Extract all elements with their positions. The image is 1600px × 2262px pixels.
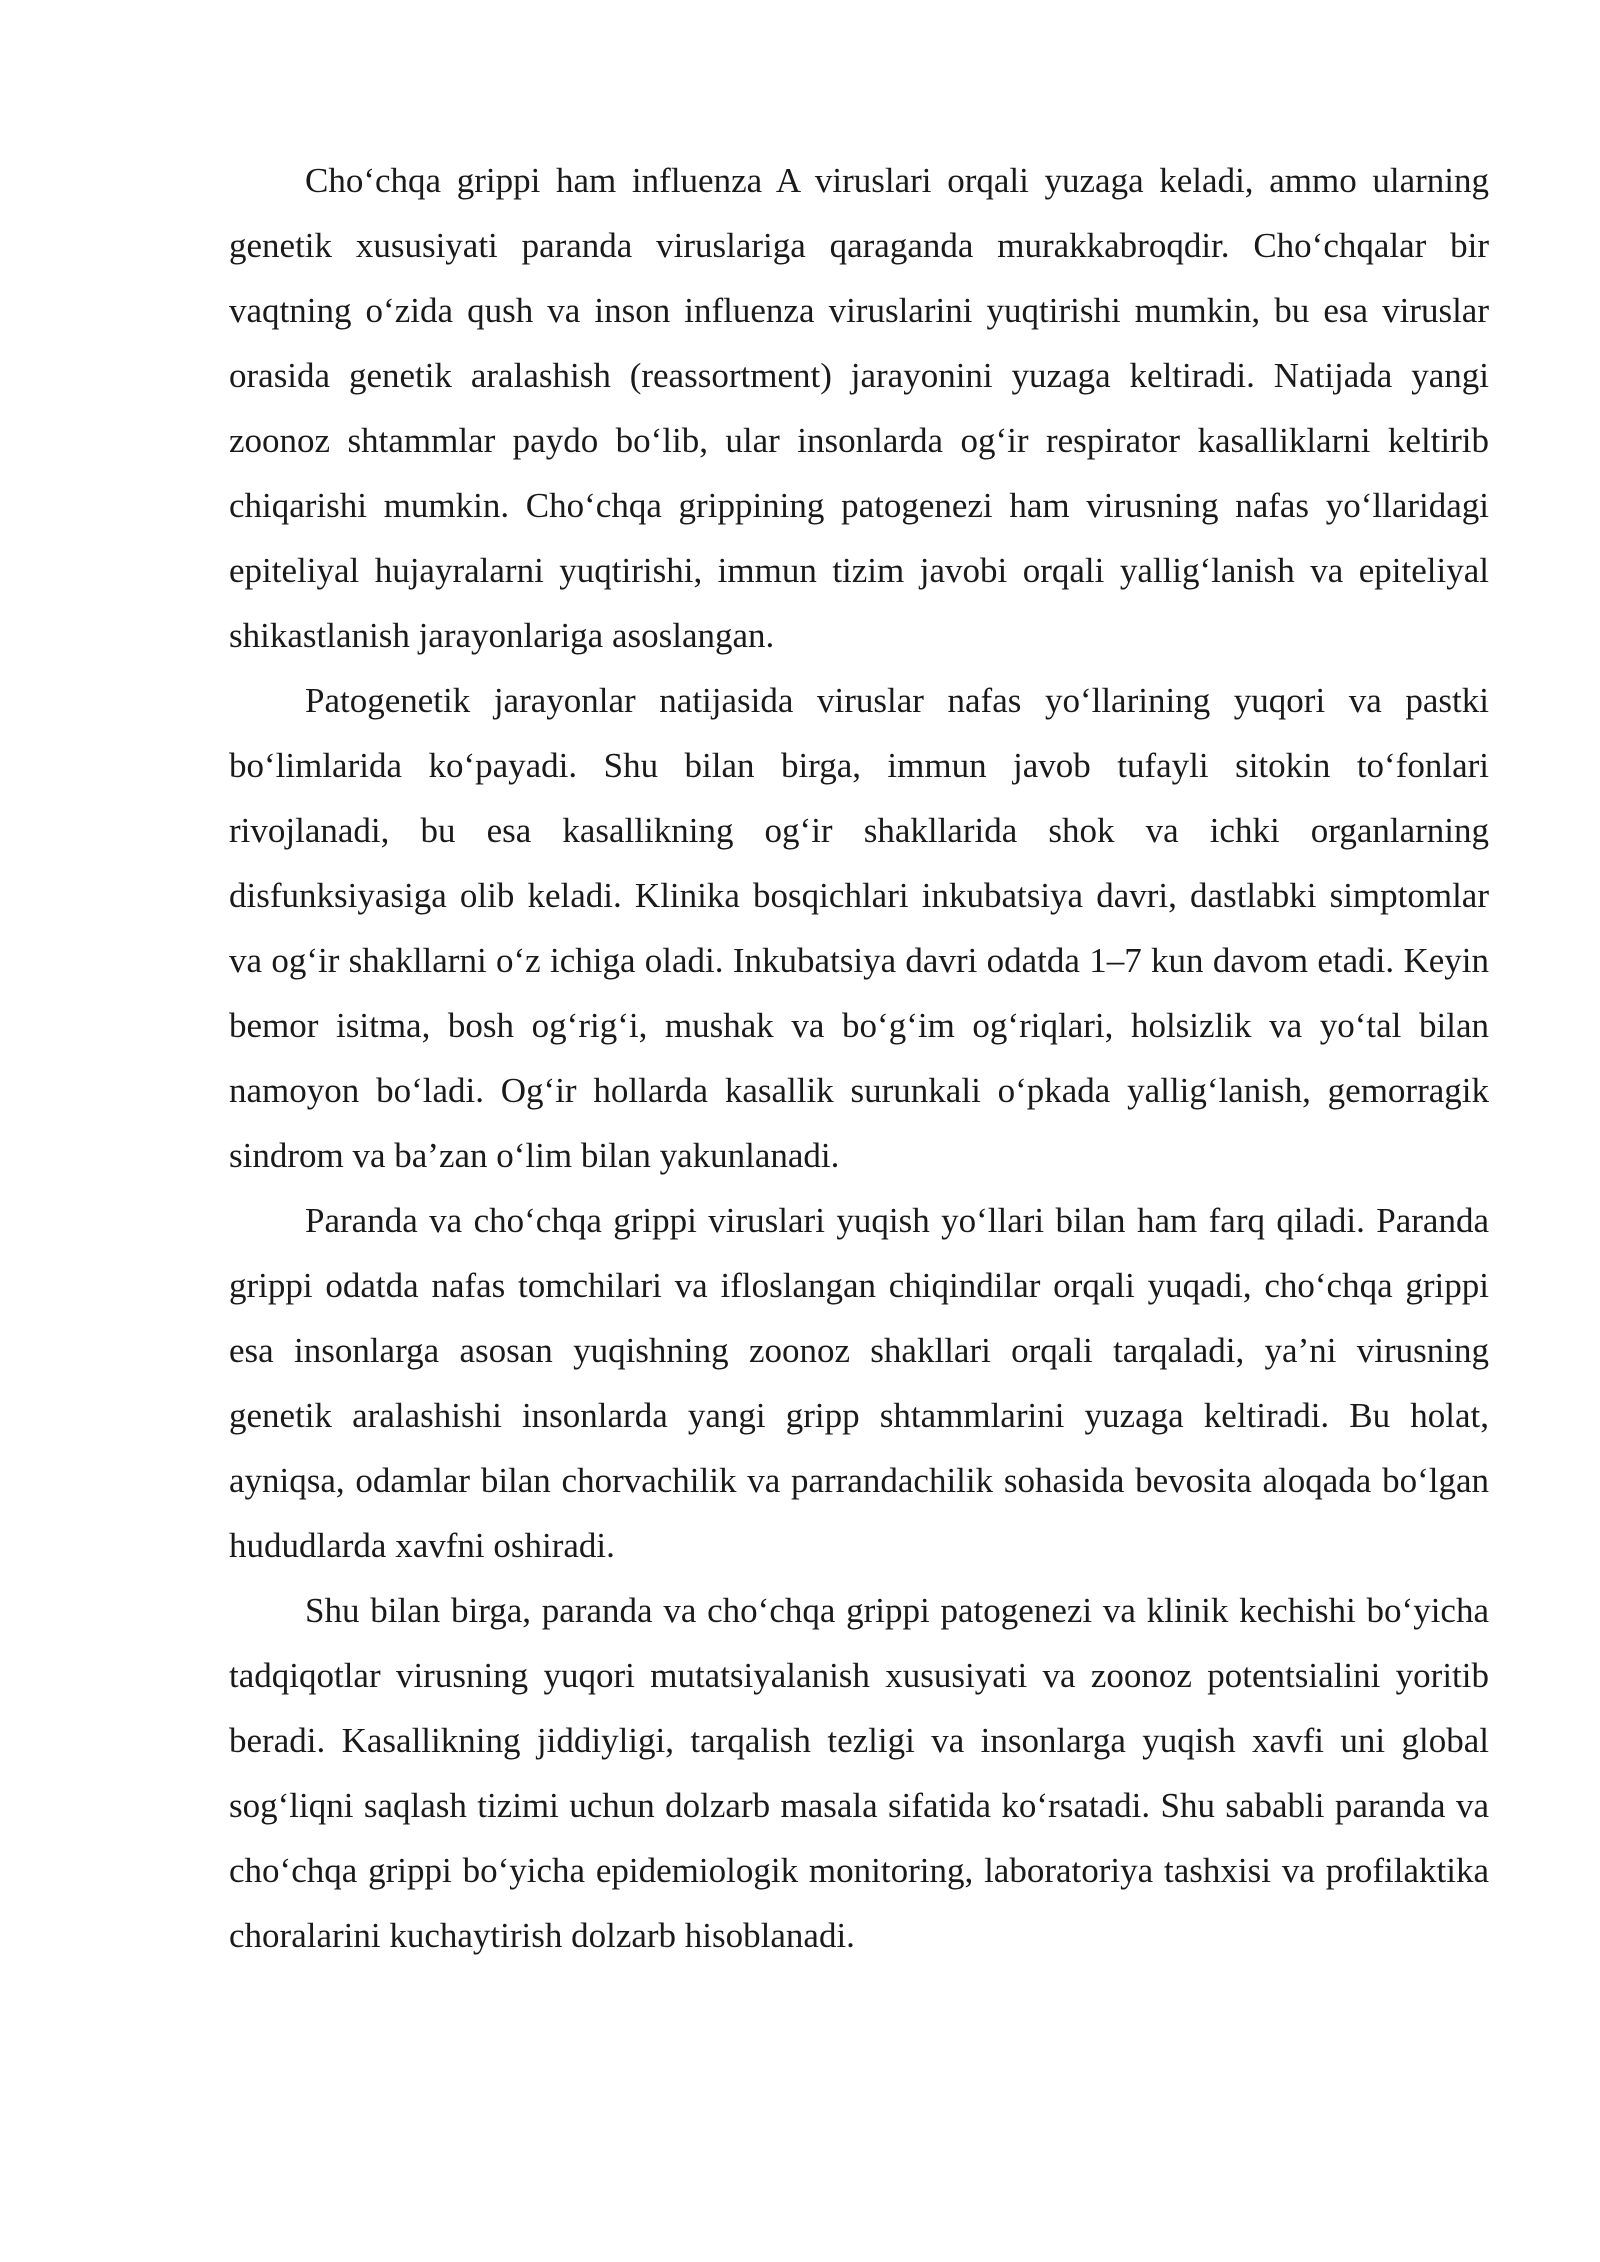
document-page <box>229 148 1489 1968</box>
paragraph-pathogenesis-clinic: Patogenetik jarayonlar natijasida viruslar nafas yo‘llarining yuqori va pastki bo‘limlarida ko‘payadi. Shu bilan birga, immun javob tufayli sitokin to‘fonlari rivojlanadi, bu esa kasallikning og‘ir shakllarida shok va ichki organlarning disfunksiyasiga olib keladi. Klinika bosqichlari inkubatsiya davri, dastlabki simptomlar va og‘ir shakllarni o‘z ichiga oladi. Inkubatsiya davri odatda 1–7 kun davom etadi. Keyin bemor isitma, bosh og‘rig‘i, mushak va bo‘g‘im og‘riqlari, holsizlik va yo‘tal bilan namoyon bo‘ladi. Og‘ir hollarda kasallik surunkali o‘pkada yallig‘lanish, gemorragik sindrom va ba’zan o‘lim bilan yakunlanadi. <box>229 681 1489 1175</box>
paragraph-conclusion: Shu bilan birga, paranda va cho‘chqa grippi patogenezi va klinik kechishi bo‘yicha tadqiqotlar virusning yuqori mutatsiyalanish xususiyati va zoonoz potentsialini yoritib beradi. Kasallikning jiddiyligi, tarqalish tezligi va insonlarga yuqish xavfi uni global sog‘liqni saqlash tizimi uchun dolzarb masala sifatida ko‘rsatadi. Shu sababli paranda va cho‘chqa grippi bo‘yicha epidemiologik monitoring, laboratoriya tashxisi va profilaktika choralarini kuchaytirish dolzarb hisoblanadi. <box>229 1591 1489 1955</box>
paragraph-swine-flu-genetics: Cho‘chqa grippi ham influenza A viruslari orqali yuzaga keladi, ammo ularning genetik xususiyati paranda viruslariga qaraganda murakkabroqdir. Cho‘chqalar bir vaqtning o‘zida qush va inson influenza viruslarini yuqtirishi mumkin, bu esa viruslar orasida genetik aralashish (reassortment) jarayonini yuzaga keltiradi. Natijada yangi zoonoz shtammlar paydo bo‘lib, ular insonlarda og‘ir respirator kasalliklarni keltirib chiqarishi mumkin. Cho‘chqa grippining patogenezi ham virusning nafas yo‘llaridagi epiteliyal hujayralarni yuqtirishi, immun tizim javobi orqali yallig‘lanish va epiteliyal shikastlanish jarayonlariga asoslangan. <box>229 161 1489 655</box>
paragraph-transmission-routes: Paranda va cho‘chqa grippi viruslari yuqish yo‘llari bilan ham farq qiladi. Paranda grippi odatda nafas tomchilari va ifloslangan chiqindilar orqali yuqadi, cho‘chqa grippi esa insonlarga asosan yuqishning zoonoz shakllari orqali tarqaladi, ya’ni virusning genetik aralashishi insonlarda yangi gripp shtammlarini yuzaga keltiradi. Bu holat, ayniqsa, odamlar bilan chorvachilik va parrandachilik sohasida bevosita aloqada bo‘lgan hududlarda xavfni oshiradi. <box>229 1201 1489 1565</box>
